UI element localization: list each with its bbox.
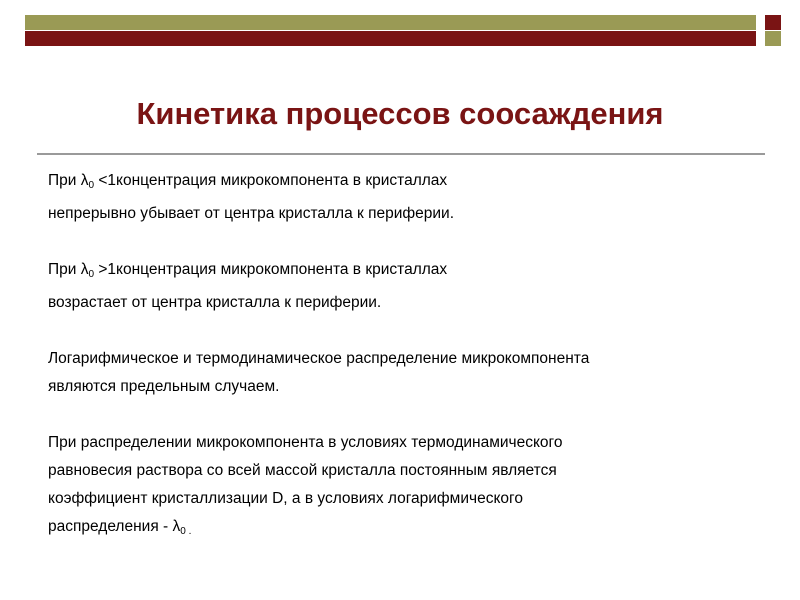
paragraph-2-line-2: возрастает от центра кристалла к периферии.	[48, 294, 382, 311]
paragraph-1-line-1: При $\lambda_0$ <1концентрация микрокомпонента в кристаллах	[48, 172, 448, 191]
paragraph-4-line-4: распределения - $\lambda_{0 .}$	[48, 518, 192, 537]
header-maroon-bar	[25, 31, 756, 46]
title-divider	[37, 153, 765, 155]
paragraph-4-line-3: коэффициент кристаллизации D, а в условиях логарифмического	[48, 490, 523, 507]
header-olive-bar	[25, 15, 756, 30]
header-corner-square-top	[765, 15, 781, 30]
paragraph-3-line-1: Логарифмическое и термодинамическое распределение микрокомпонента	[48, 350, 590, 367]
paragraph-2-line-1: При $\lambda_0$ >1концентрация микрокомпонента в кристаллах	[48, 261, 448, 280]
paragraph-4-line-2: равновесия раствора со всей массой кристалла постоянным является	[48, 462, 557, 479]
paragraph-1-line-2: непрерывно убывает от центра кристалла к периферии.	[48, 205, 455, 222]
slide-title: Кинетика процессов соосаждения	[136, 96, 664, 131]
slide-body	[48, 167, 778, 546]
header-corner-square-bottom	[765, 31, 781, 46]
paragraph-4-line-1: При распределении микрокомпонента в условиях термодинамического	[48, 434, 563, 451]
paragraph-3-line-2: являются предельным случаем.	[48, 378, 280, 395]
